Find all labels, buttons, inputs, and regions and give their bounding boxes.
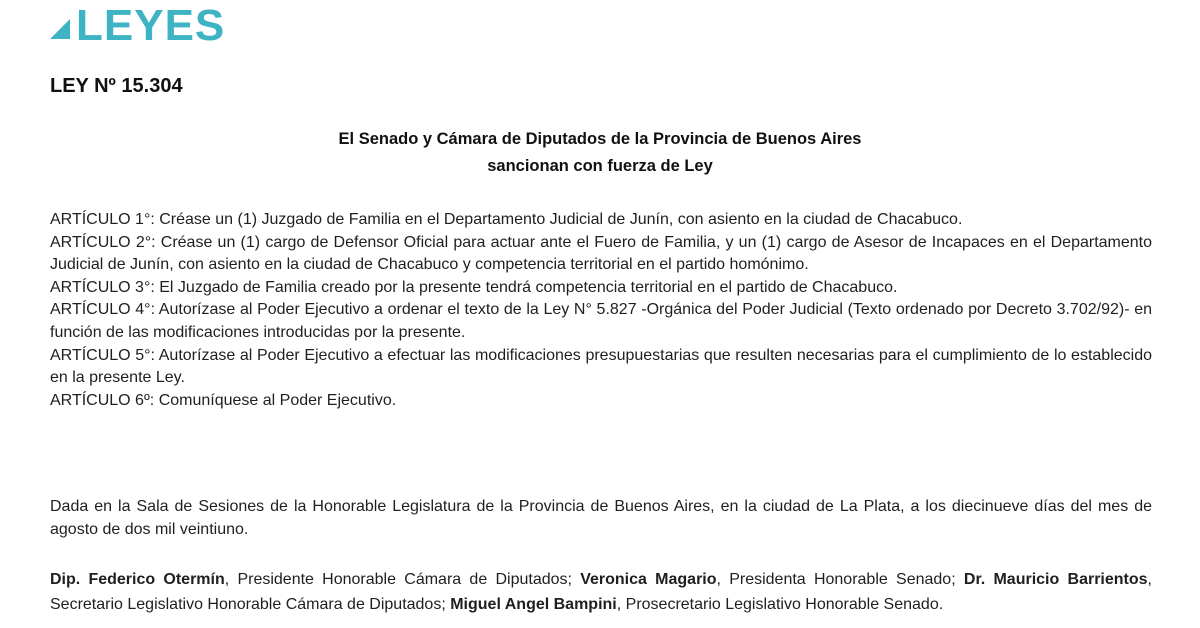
signatory-role: , Prosecretario Legislativo Honorable Senado. (616, 595, 944, 613)
article-4: ARTÍCULO 4°: Autorízase al Poder Ejecutivo a ordenar el texto de la Ley N° 5.827 -Orgánica del Poder Judicial (Texto ordenado por Decreto 3.702/92)- en función de las modificaciones introducidas por la presente. (50, 301, 1152, 341)
article-6: ARTÍCULO 6º: Comuníquese al Poder Ejecutivo. (50, 391, 397, 409)
heading-line-2: sancionan con fuerza de Ley (487, 157, 713, 175)
closing-paragraph: Dada en la Sala de Sesiones de la Honorable Legislatura de la Provincia de Buenos Aires, en la ciudad de La Plata, a los diecinueve días del mes de agosto de dos mil veintiuno. (50, 498, 1152, 538)
signatory-name: Miguel Angel Bampini (450, 595, 617, 613)
signatory-role: , Presidenta Honorable Senado; (716, 571, 964, 588)
logo-text: LEYES (76, 1, 226, 50)
signatory-role: , Presidente Honorable Cámara de Diputados; (224, 571, 581, 588)
triangle-logo-icon (50, 19, 70, 39)
signatures-block (50, 568, 1152, 617)
leyes-logo (50, 1, 226, 50)
article-2: ARTÍCULO 2°: Créase un (1) cargo de Defensor Oficial para actuar ante el Fuero de Familia, y un (1) cargo de Asesor de Incapaces en el Departamento Judicial de Junín, con asiento en la ciudad de Chacabuco y competencia territorial en el partido homónimo. (50, 233, 1152, 274)
heading-line-1: El Senado y Cámara de Diputados de la Provincia de Buenos Aires (338, 130, 862, 148)
law-number-title: LEY Nº 15.304 (50, 75, 183, 97)
enactment-heading (0, 126, 1200, 180)
signatory-name: Veronica Magario (580, 571, 717, 588)
article-1: ARTÍCULO 1°: Créase un (1) Juzgado de Familia en el Departamento Judicial de Junín, con asiento en la ciudad de Chacabuco. (50, 211, 963, 228)
signatory-role: , Secretario Legislativo Honorable Cámara de Diputados; (50, 571, 1152, 613)
articles-list (50, 209, 1152, 412)
article-5: ARTÍCULO 5°: Autorízase al Poder Ejecutivo a efectuar las modificaciones presupuestarias que resulten necesarias para el cumplimiento de lo establecido en la presente Ley. (50, 346, 1152, 387)
signatory-name: Dr. Mauricio Barrientos (963, 571, 1148, 588)
signatory-name: Dip. Federico Otermín (50, 571, 225, 588)
article-3: ARTÍCULO 3°: El Juzgado de Familia creado por la presente tendrá competencia territorial en el partido de Chacabuco. (50, 278, 898, 296)
